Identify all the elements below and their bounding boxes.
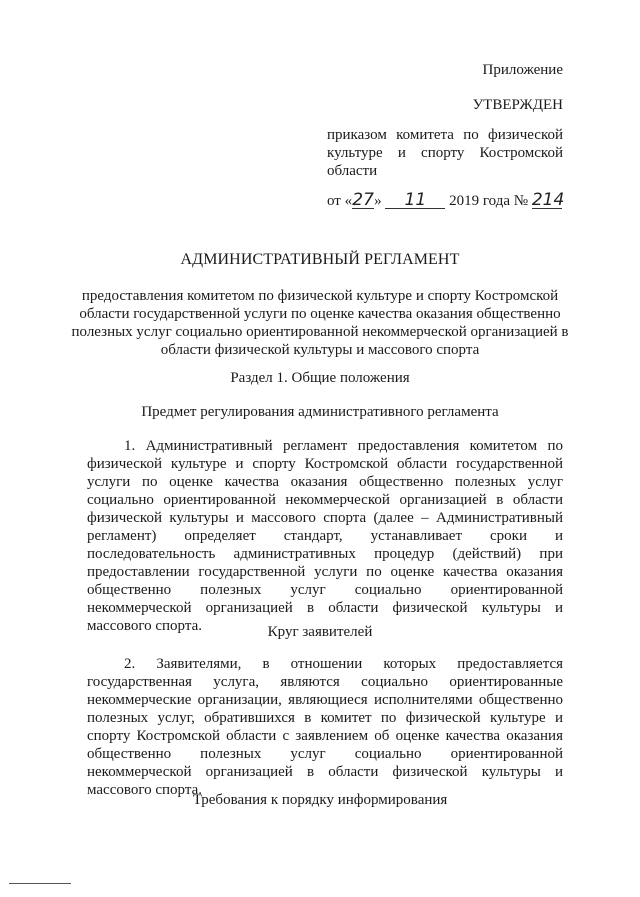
approved-label: УТВЕРЖДЕН [472,97,563,113]
handwritten-month: 11 [385,192,445,209]
date-mid: » [374,193,386,209]
paragraph-1: 1. Административный регламент предоставления комитетом по физической культуре и спорту Костромской области государственной услуги по оценке качества оказания общественно полезных услуг социально ориентированной некоммерческой организацией в области физической культуры и массового спорта (далее – Административный регламент) определяет стандарт, устанавливает сроки и последовательность административных процедур (действий) при предоставлении государственной услуги по оценке качества оказания общественно полезных услуг социально ориентированной некоммерческой организацией в области физической культуры и массового спорта. [87,438,563,634]
order-date-line [327,192,567,210]
applicants-heading: Круг заявителей [267,624,373,640]
footer-rule [9,883,71,884]
information-heading: Требования к порядку информирования [192,792,448,808]
paragraph-2: 2. Заявителями, в отношении которых предоставляется государственная услуга, являются социально ориентированные некоммерческие организации, являющиеся исполнителями общественно полезных услуг, обратившихся в комитет по физической культуре и спорту Костромской области с заявлением об оценке качества оказания общественно полезных услуг социально ориентированной некоммерческой организацией в области физической культуры и массового спорта. [87,656,563,798]
section-heading: Раздел 1. Общие положения [230,370,410,386]
document-subtitle: предоставления комитетом по физической культуре и спорту Костромской области государственной услуги по оценке качества оказания общественно полезных услуг социально ориентированной некоммерческой организацией в области физической культуры и массового спорта [71,288,569,358]
document-title: АДМИНИСТРАТИВНЫЙ РЕГЛАМЕНТ [180,251,460,268]
order-reference: приказом комитета по физической культуре и спорту Костромской области [327,127,563,179]
handwritten-day: 27 [352,190,374,210]
appendix-label: Приложение [482,62,563,78]
date-suffix: 2019 года № [445,193,532,209]
date-prefix: от « [327,193,353,209]
handwritten-order-number: 214 [531,190,565,210]
subject-heading: Предмет регулирования административного регламента [141,404,499,420]
